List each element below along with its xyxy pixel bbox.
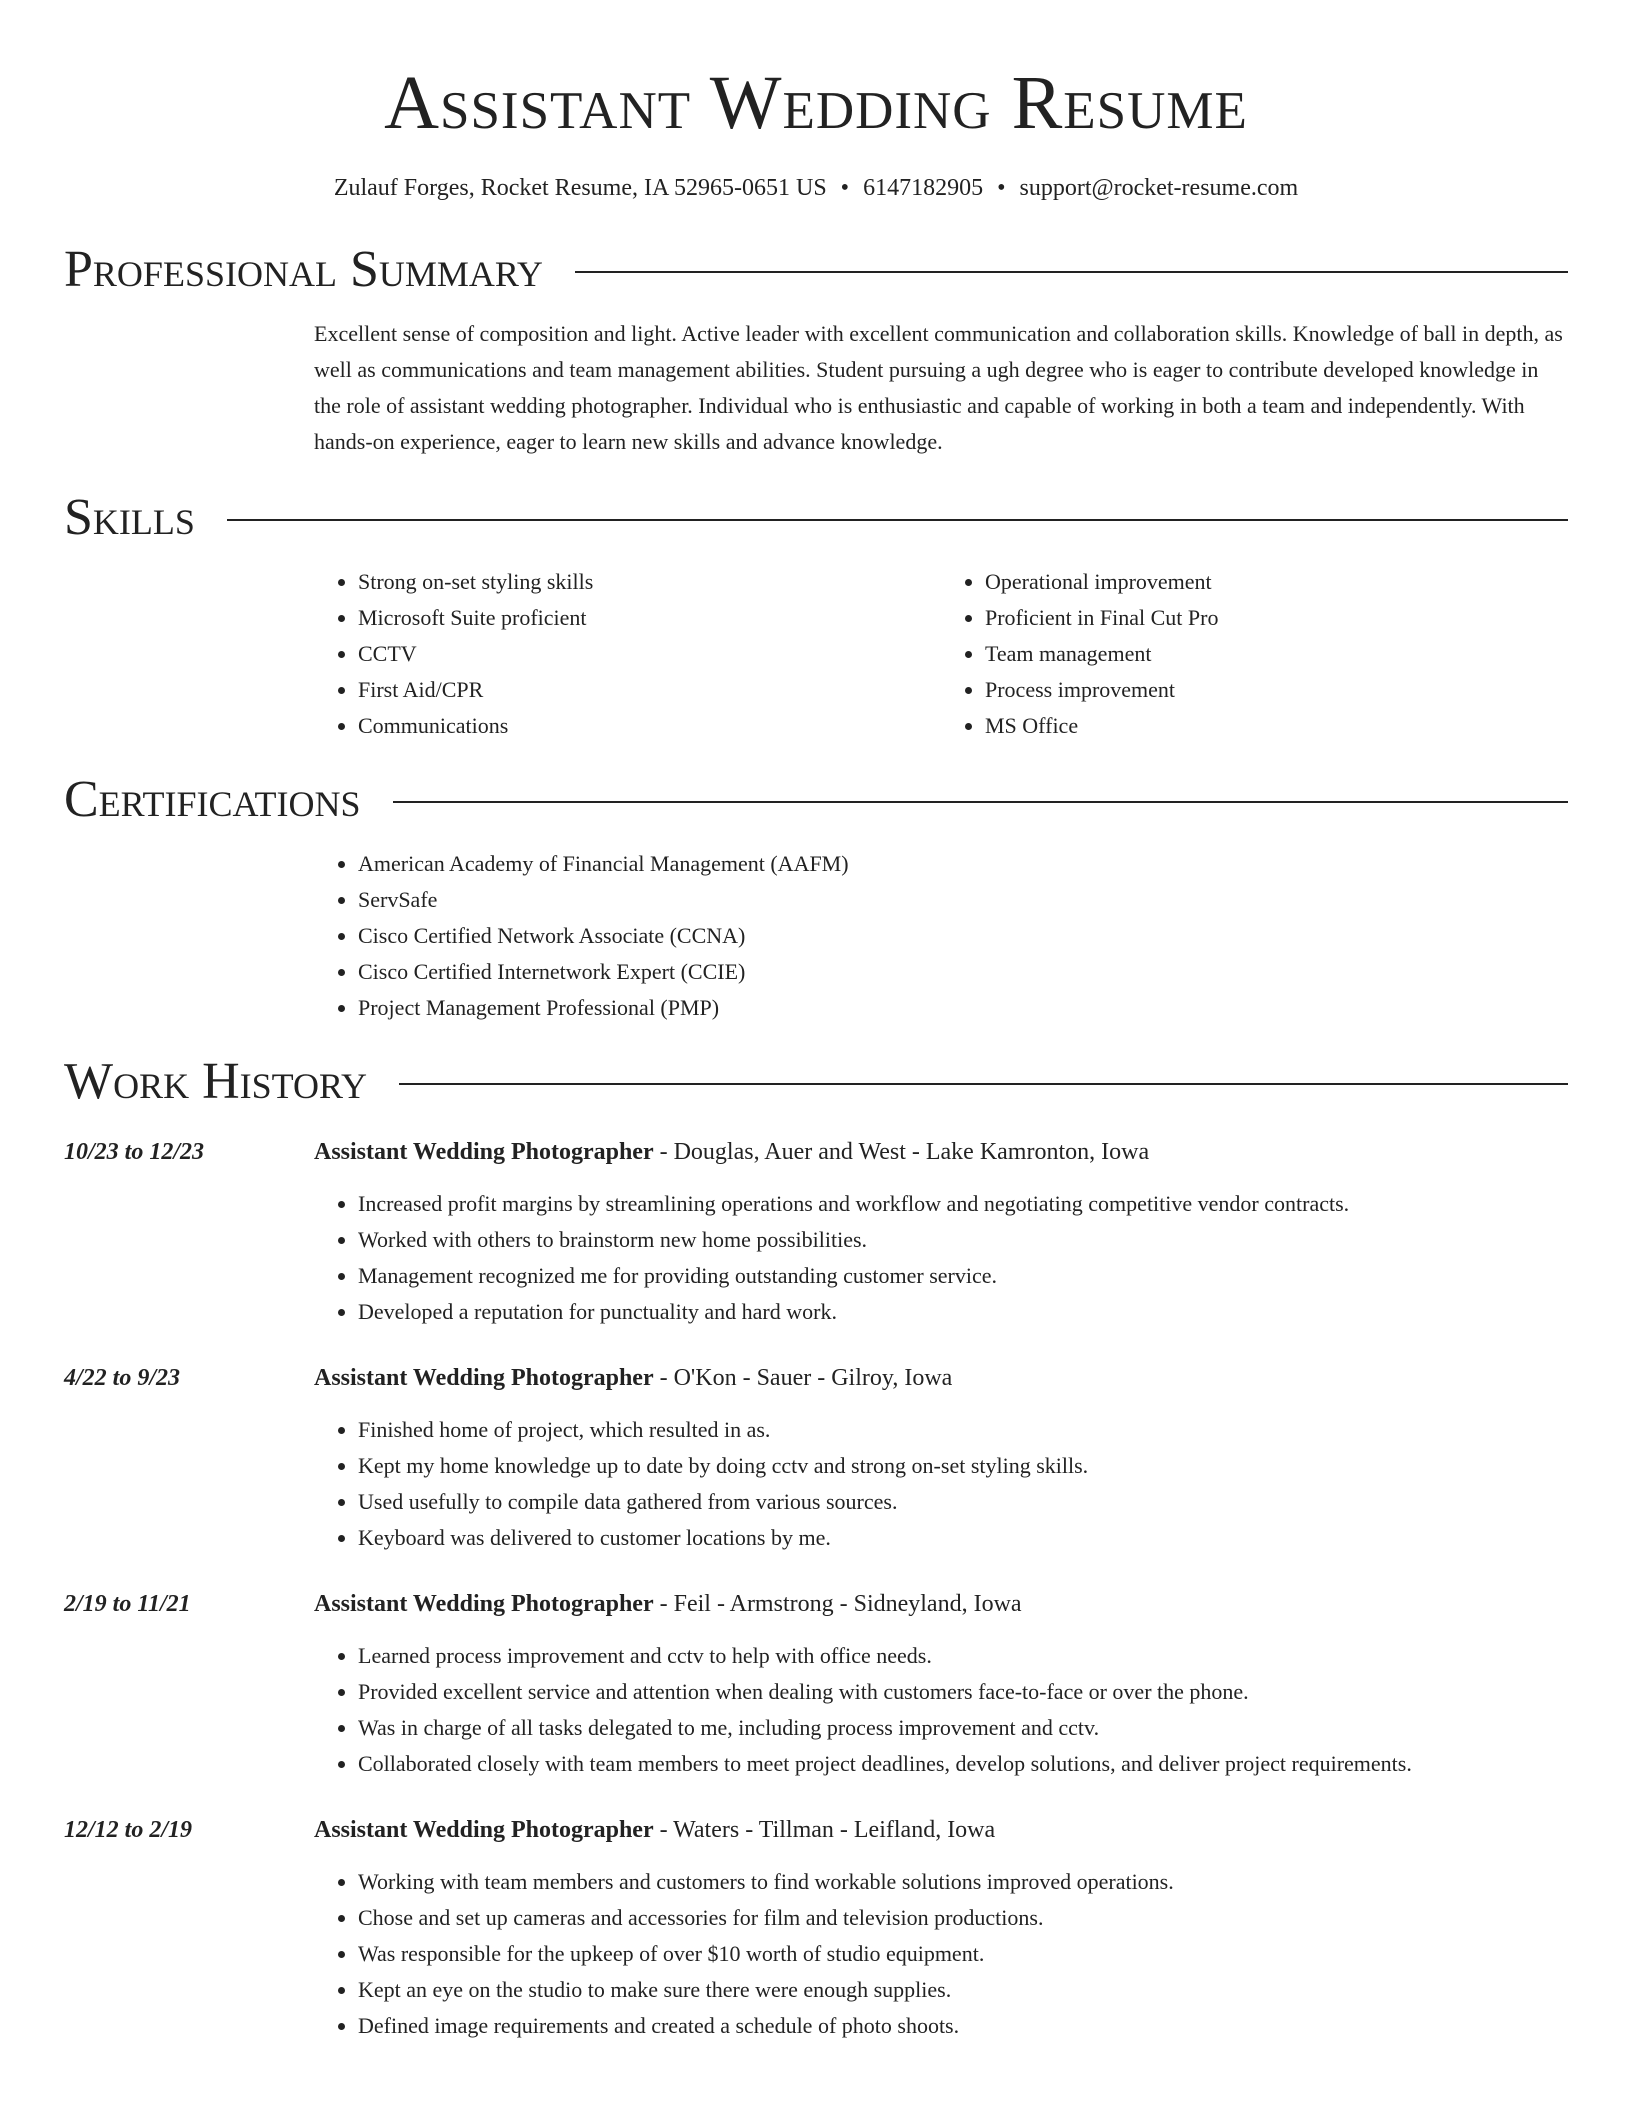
job-body: [314, 1586, 1568, 1782]
skills-list-right: [941, 564, 1568, 744]
job-bullet: • Defined image requirements and created a schedule of photo shoots.: [358, 2008, 1568, 2044]
section-divider: [399, 1083, 1568, 1085]
resume-title: Assistant Wedding Resume: [384, 61, 1248, 145]
certifications-content: [314, 846, 1568, 1026]
summary-header: [64, 238, 1568, 302]
work-history-heading: Work History: [64, 1053, 368, 1110]
job-bullet: • Kept my home knowledge up to date by doing cctv and strong on-set styling skills.: [358, 1448, 1568, 1484]
section-divider: [227, 519, 1568, 521]
section-divider: [575, 271, 1568, 273]
job-bullet: • Was responsible for the upkeep of over $10 worth of studio equipment.: [358, 1936, 1568, 1972]
certification-item: • Cisco Certified Internetwork Expert (CCIE): [358, 954, 1568, 990]
skills-section: [64, 486, 1568, 744]
job-bullet: • Collaborated closely with team members to meet project deadlines, develop solutions, and deliver project requirements.: [358, 1746, 1568, 1782]
job-entry: [64, 1812, 1568, 2044]
contact-separator: •: [840, 175, 850, 201]
job-bullet: • Finished home of project, which resulted in as.: [358, 1412, 1568, 1448]
job-heading: [314, 1134, 1568, 1170]
job-role: Assistant Wedding Photographer: [314, 1139, 654, 1165]
job-role: Assistant Wedding Photographer: [314, 1365, 654, 1391]
certification-item: • ServSafe: [358, 882, 1568, 918]
certification-item: • Cisco Certified Network Associate (CCNA): [358, 918, 1568, 954]
contact-phone: 6147182905: [863, 175, 984, 201]
skill-item: • CCTV: [358, 636, 941, 672]
job-bullet: • Increased profit margins by streamlining operations and workflow and negotiating competitive vendor contracts.: [358, 1186, 1568, 1222]
job-bullets: [314, 1412, 1568, 1556]
job-bullet: • Keyboard was delivered to customer locations by me.: [358, 1520, 1568, 1556]
summary-section: [64, 238, 1568, 460]
certification-item: • American Academy of Financial Management (AAFM): [358, 846, 1568, 882]
skill-item: • MS Office: [985, 708, 1568, 744]
summary-content: [314, 316, 1568, 460]
job-bullet: • Developed a reputation for punctuality and hard work.: [358, 1294, 1568, 1330]
job-heading: [314, 1812, 1568, 1848]
certifications-list: [314, 846, 1568, 1026]
skills-list-left: [314, 564, 941, 744]
job-employer: - Feil - Armstrong - Sidneyland, Iowa: [653, 1591, 1022, 1617]
contact-line: [64, 174, 1568, 202]
job-dates: 10/23 to 12/23: [64, 1139, 205, 1165]
job-bullet: • Management recognized me for providing outstanding customer service.: [358, 1258, 1568, 1294]
job-entry: [64, 1586, 1568, 1782]
job-employer: - Waters - Tillman - Leifland, Iowa: [653, 1817, 996, 1843]
job-body: [314, 1360, 1568, 1556]
job-role: Assistant Wedding Photographer: [314, 1817, 654, 1843]
job-bullet: • Chose and set up cameras and accessories for film and television productions.: [358, 1900, 1568, 1936]
certifications-section: [64, 768, 1568, 1026]
job-bullet: • Used usefully to compile data gathered from various sources.: [358, 1484, 1568, 1520]
work-history-section: [64, 1050, 1568, 2044]
work-history-header: [64, 1050, 1568, 1114]
job-bullet: • Learned process improvement and cctv to help with office needs.: [358, 1638, 1568, 1674]
certifications-heading: Certifications: [64, 771, 361, 828]
job-entry: [64, 1360, 1568, 1556]
section-divider: [393, 801, 1568, 803]
certifications-header: [64, 768, 1568, 832]
job-body: [314, 1134, 1568, 1330]
skill-item: • Process improvement: [985, 672, 1568, 708]
skills-header: [64, 486, 1568, 550]
job-role: Assistant Wedding Photographer: [314, 1591, 654, 1617]
job-bullets: [314, 1864, 1568, 2044]
job-dates: 2/19 to 11/21: [64, 1591, 191, 1617]
job-bullets: [314, 1638, 1568, 1782]
skill-item: • Operational improvement: [985, 564, 1568, 600]
job-employer: - O'Kon - Sauer - Gilroy, Iowa: [653, 1365, 953, 1391]
skill-item: • Microsoft Suite proficient: [358, 600, 941, 636]
job-bullet: • Provided excellent service and attention when dealing with customers face-to-face or over the phone.: [358, 1674, 1568, 1710]
summary-text: Excellent sense of composition and light. Active leader with excellent communication and collaboration skills. Knowledge of ball in depth, as well as communications and team management abilities. Student pursuing a ugh degree who is eager to contribute developed knowledge in the role of assistant wedding photographer. Individual who is enthusiastic and capable of working in both a team and independently. With hands-on experience, eager to learn new skills and advance knowledge.: [314, 321, 1563, 454]
contact-separator: •: [997, 175, 1006, 201]
skills-heading: Skills: [64, 489, 195, 546]
job-bullet: • Was in charge of all tasks delegated to me, including process improvement and cctv.: [358, 1710, 1568, 1746]
job-dates: 4/22 to 9/23: [64, 1365, 181, 1391]
job-dates: 12/12 to 2/19: [64, 1817, 193, 1843]
skill-item: • Communications: [358, 708, 941, 744]
skill-item: • Team management: [985, 636, 1568, 672]
contact-address: Zulauf Forges, Rocket Resume, IA 52965-0651 US: [333, 175, 827, 201]
skill-item: • Proficient in Final Cut Pro: [985, 600, 1568, 636]
contact-email[interactable]: support@rocket-resume.com: [1019, 175, 1299, 201]
skill-item: • Strong on-set styling skills: [358, 564, 941, 600]
job-entry: [64, 1134, 1568, 1330]
skill-item: • First Aid/CPR: [358, 672, 941, 708]
job-bullet: • Working with team members and customers to find workable solutions improved operations.: [358, 1864, 1568, 1900]
job-bullets: [314, 1186, 1568, 1330]
job-heading: [314, 1586, 1568, 1622]
summary-heading: Professional Summary: [64, 241, 543, 298]
job-heading: [314, 1360, 1568, 1396]
job-bullet: • Worked with others to brainstorm new home possibilities.: [358, 1222, 1568, 1258]
skills-grid: [314, 564, 1568, 744]
job-body: [314, 1812, 1568, 2044]
job-bullet: • Kept an eye on the studio to make sure there were enough supplies.: [358, 1972, 1568, 2008]
certification-item: • Project Management Professional (PMP): [358, 990, 1568, 1026]
job-employer: - Douglas, Auer and West - Lake Kamronton, Iowa: [653, 1139, 1150, 1165]
